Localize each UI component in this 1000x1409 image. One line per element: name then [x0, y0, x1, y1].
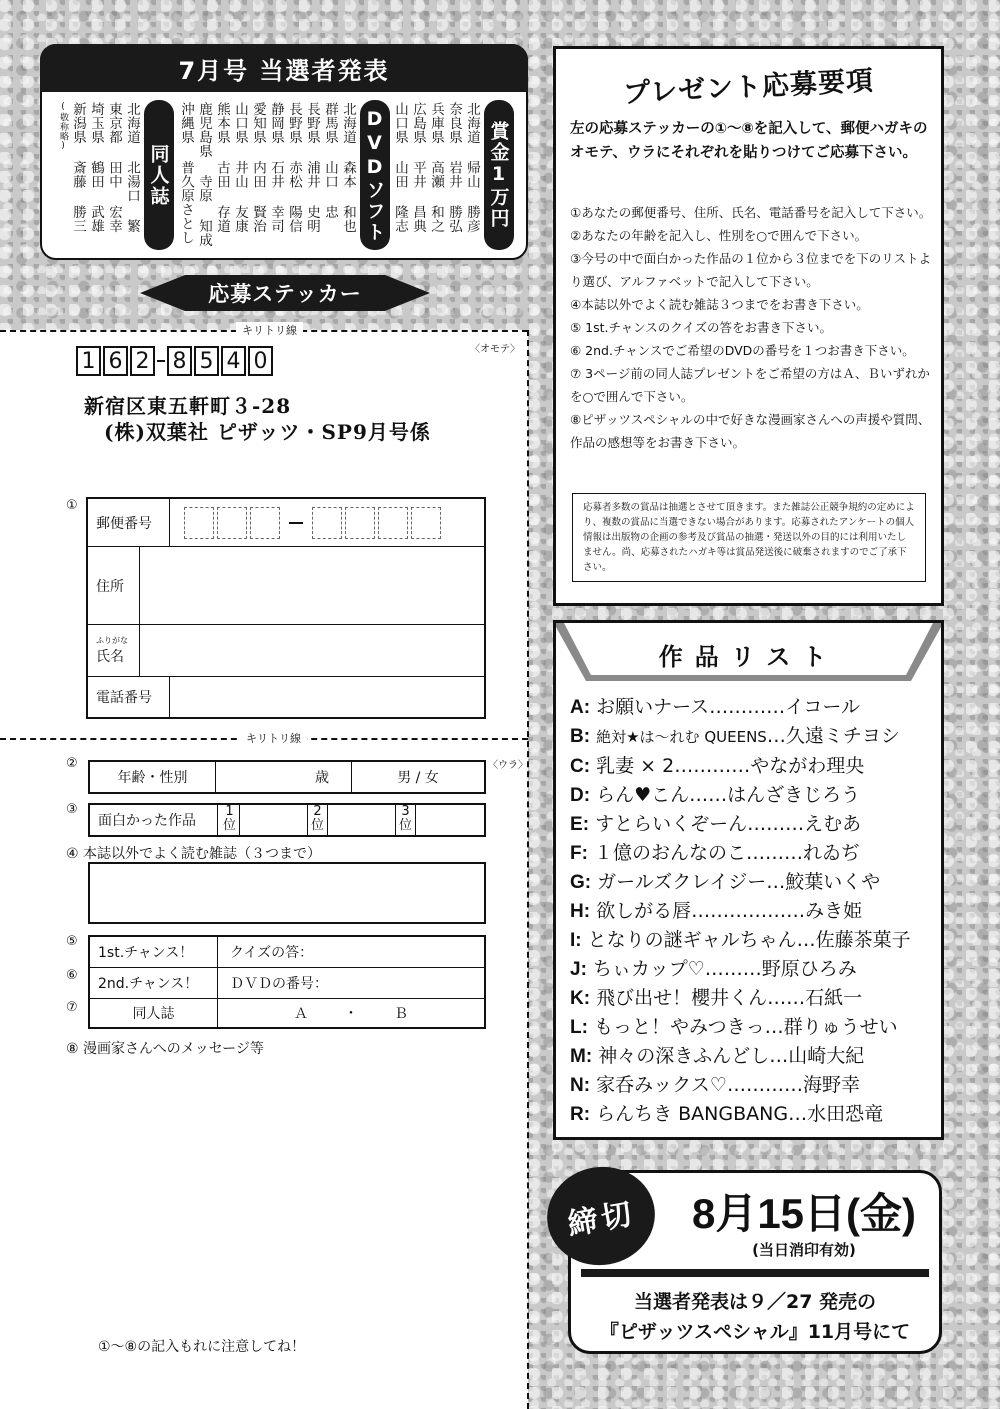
prize-cash-label: 賞金1万円 [487, 121, 510, 229]
work-author: 群りゅうせい [783, 1016, 898, 1038]
rules-list [570, 201, 936, 454]
winner-entry: 新潟県 斎藤 勝三 [70, 102, 86, 233]
work-leader: … [769, 1045, 789, 1067]
work-title: 欲しがる唇 [596, 900, 692, 922]
postal-entry-box[interactable] [345, 507, 375, 539]
chance2-row [90, 968, 484, 999]
favorites-label: 面白かった作品 [90, 805, 218, 835]
cut-line-label-top: キリトリ線 [236, 322, 303, 338]
work-title: 乳妻 × 2 [596, 755, 675, 777]
other-mags-text: 本誌以外でよく読む雑誌（３つまで） [83, 846, 322, 862]
work-title: １億のおんなのこ [593, 842, 746, 864]
rank2-tag [308, 805, 328, 835]
chance-table [88, 935, 486, 1029]
postal-digit: 8 [172, 348, 187, 374]
work-title: すとらいくぞーん [595, 813, 748, 835]
field-num-1: ① [66, 498, 78, 513]
deadline-badge [539, 1158, 662, 1273]
work-title: 神々の深きふんどし [598, 1045, 770, 1067]
postal-digit: 1 [81, 348, 96, 374]
field-num-3: ③ [66, 802, 78, 817]
announce-line1: 当選者発表は９／27 発売の [633, 1291, 877, 1313]
work-item: G: ガールズクレイジー…鮫葉いくや [570, 871, 881, 893]
work-title: らんちき BANGBANG [596, 1103, 789, 1125]
row-postal [88, 499, 484, 547]
winner-entry: 愛知県 内田 賢治 [250, 102, 266, 233]
dvd-label: ＤＶＤの番号： [230, 976, 328, 992]
age-sex-row [88, 760, 486, 794]
rule-item: ①あなたの郵便番号、住所、氏名、電話番号を記入して下さい。 [570, 205, 932, 220]
work-leader: …… [689, 784, 728, 806]
rule-item: ⑤ 1st.チャンスのクイズの答をお書き下さい。 [570, 320, 833, 335]
cut-line-right [527, 330, 529, 1409]
name-label-cell [88, 625, 140, 676]
winner-entry: 山口県 井山 友康 [232, 102, 248, 233]
work-letter: M [570, 1046, 586, 1067]
work-title: ガールズクレイジー [597, 871, 767, 893]
postal-dash [289, 522, 303, 524]
chance1-row [90, 937, 484, 968]
rule-item: ⑦ 3ページ前の同人誌プレゼントをご希望の方はＡ、Ｂいずれかを○で囲んで下さい。 [570, 366, 930, 404]
winner-entry: 熊本県 古田 存道 [214, 102, 230, 233]
row-address [88, 547, 484, 625]
winner-entry: 長野県 浦井 史明 [304, 102, 320, 233]
front-label: 〈オモテ〉 [470, 344, 520, 355]
quiz-answer-field[interactable] [218, 937, 484, 967]
postal-digit-box [130, 346, 155, 376]
winner-entry: 群馬県 山口 忠 [322, 102, 338, 219]
work-letter: E [570, 814, 583, 835]
work-author: やながわ理央 [750, 755, 865, 777]
work-item: F: １億のおんなのこ………れゐぢ [570, 842, 861, 864]
age-sex-label: 年齢・性別 [90, 762, 216, 792]
work-item: D: らん♥こん……はんざきじろう [570, 784, 861, 806]
postal-digit: 4 [226, 348, 241, 374]
work-author: えむあ [804, 813, 862, 835]
work-leader: ………… [726, 1074, 803, 1096]
work-leader: ……… [747, 813, 805, 835]
work-leader: … [788, 1103, 808, 1125]
winners-title: 7月号 当選者発表 [178, 56, 390, 85]
row-phone [88, 677, 484, 717]
rank1-tag [220, 805, 240, 835]
winner-entry: 静岡県 石井 幸司 [268, 102, 284, 233]
work-title: 絶対★は〜れむ QUEENS [596, 728, 767, 746]
postal-entry-box[interactable] [378, 507, 408, 539]
name-field[interactable] [140, 625, 484, 676]
work-leader: … [766, 871, 786, 893]
winner-entry: 奈良県 岩井 勝弘 [446, 102, 462, 233]
winner-entry: 山口県 山田 隆志 [392, 102, 408, 233]
work-letter: K [570, 988, 584, 1009]
doujin-row [90, 999, 484, 1027]
work-author: 石紙一 [805, 987, 863, 1009]
work-title: ちぃカップ♡ [592, 958, 705, 980]
work-author: 山崎大紀 [788, 1045, 865, 1067]
message-text: 漫画家さんへのメッセージ等 [83, 1041, 264, 1057]
work-item: A: お願いナース…………イコール [570, 696, 861, 718]
work-author: みき姫 [805, 900, 863, 922]
work-leader: ………… [674, 755, 751, 777]
work-letter: R [570, 1104, 584, 1125]
work-letter: D [570, 785, 584, 806]
winners-panel [40, 44, 528, 260]
field-num-6: ⑥ [66, 968, 78, 983]
fill-reminder: ①〜⑧の記入もれに注意してね！ [98, 1339, 306, 1355]
work-leader: … [766, 725, 786, 747]
work-title: 飛び出せ！櫻井くん [596, 987, 768, 1009]
rank2-field[interactable] [328, 805, 396, 835]
postal-entry-box[interactable] [217, 507, 247, 539]
mail-address-line2: (株)双葉社 ピザッツ・SP9月号係 [104, 420, 431, 444]
message-label [66, 1038, 264, 1058]
phone-label: 電話番号 [88, 677, 170, 717]
prize-dvd-list [176, 102, 356, 252]
work-letter: I [570, 930, 576, 951]
work-author: 鮫葉いくや [785, 871, 881, 893]
work-letter: C [570, 756, 584, 777]
rank2-label: 2位 [310, 804, 324, 833]
postal-entry-box[interactable] [250, 507, 280, 539]
rank3-tag [396, 805, 416, 835]
prize-dvd-label: DVDソフト [363, 107, 386, 243]
works-list [570, 693, 930, 1129]
work-title: 家呑みックス♡ [596, 1074, 727, 1096]
winner-entry: 沖縄県 普久原さとし [178, 102, 194, 245]
postal-digit-box [76, 346, 101, 376]
field-num-7: ⑦ [66, 1000, 78, 1015]
postal-digit-box [248, 346, 273, 376]
work-author: はんざきじろう [727, 784, 861, 806]
work-letter: J [570, 959, 581, 980]
works-title: 作品リスト [658, 643, 839, 671]
work-item: L: もっと！やみつきっ…群りゅうせい [570, 1016, 898, 1038]
deadline-label: 締切 [565, 1196, 639, 1243]
work-item: H: 欲しがる唇………………みき姫 [570, 900, 863, 922]
sticker-banner [140, 272, 430, 314]
work-author: れゐぢ [803, 842, 861, 864]
work-author: 久遠ミチヨシ [785, 725, 900, 747]
message-field[interactable] [88, 1060, 486, 1320]
work-letter: L [570, 1017, 582, 1038]
postal-digit: 5 [199, 348, 214, 374]
postal-digit-box [167, 346, 192, 376]
works-title-banner [556, 623, 941, 685]
furigana-label: ふりがな [96, 636, 128, 645]
choice-b[interactable]: Ｂ [394, 1006, 408, 1022]
dvd-number-field[interactable] [218, 968, 484, 998]
work-item: C: 乳妻 × 2…………やながわ理央 [570, 755, 865, 777]
work-author: 野原ひろみ [761, 958, 857, 980]
deadline-postmark: (当日消印有効) [752, 1241, 856, 1259]
work-item: N: 家呑みックス♡…………海野幸 [570, 1074, 860, 1096]
postal-separator [157, 360, 165, 362]
favorites-row [88, 803, 486, 837]
prize-cash-badge [484, 100, 514, 250]
work-title: となりの謎ギャルちゃん [587, 929, 797, 951]
field-num-2: ② [66, 756, 78, 771]
work-leader: ……… [704, 958, 762, 980]
work-title: お願いナース [596, 696, 710, 718]
winner-entry: 北海道 森本 和也 [340, 102, 356, 233]
rule-item: ②あなたの年齢を記入し、性別を○で囲んで下さい。 [570, 228, 868, 243]
announce-line2: 『ピザッツスペシャル』11月号にて [599, 1321, 911, 1343]
sex-options: 男 / 女 [397, 770, 439, 786]
age-field[interactable] [216, 762, 352, 792]
rule-item: ⑥ 2nd.チャンスでご希望のDVDの番号を１つお書き下さい。 [570, 343, 915, 358]
deadline-divider [581, 1269, 929, 1277]
rule-item: ③今号の中で面白かった作品の１位から３位までを下のリストより選び、アルファベットで記入して下さい。 [570, 251, 931, 289]
winner-entry: 埼玉県 鶴田 武雄 [88, 102, 104, 233]
rules-disclaimer: 応募者多数の賞品は抽選とさせて頂きます。また雑誌公正競争規約の定めにより、複数の賞品に当選できない場合があります。応募されたアンケートの個人情報は出版物の企画の参考及び賞品の抽選・発送以外の目的には利用いたしません。尚、応募されたハガキ等は賞品発送後に破棄されますのでご了承下さい。 [572, 493, 926, 582]
field-num-4: ④ [66, 846, 79, 862]
winner-entry: 北海道 北湯口 繁 [124, 102, 140, 233]
prize-dvd-badge [360, 100, 390, 250]
work-leader: … [764, 1016, 784, 1038]
prize-doujin-list [56, 102, 140, 252]
winner-entry: 北海道 帰山 勝彦 [464, 102, 480, 233]
honorific-note: (敬称略) [58, 102, 68, 152]
winner-entry: 鹿児島県 寺原 知成 [196, 102, 212, 247]
prize-cash-list [392, 102, 480, 252]
cut-line-label-middle: キリトリ線 [240, 730, 307, 746]
age-unit: 歳 [315, 770, 329, 786]
doujin-label: 同人誌 [90, 999, 218, 1027]
rank3-field[interactable] [416, 805, 484, 835]
postal-input[interactable] [184, 507, 441, 539]
rules-title: プレゼント応募要項 [622, 65, 875, 110]
work-item: J: ちぃカップ♡………野原ひろみ [570, 958, 857, 980]
doujin-choice[interactable] [218, 999, 484, 1027]
address-label: 住所 [88, 547, 140, 624]
work-leader: … [796, 929, 816, 951]
prize-doujin-label: 同人誌 [147, 143, 170, 207]
deadline-panel [565, 1170, 942, 1354]
postal-entry-box[interactable] [184, 507, 214, 539]
postal-code-boxes [76, 346, 273, 376]
work-title: もっと！やみつきっ [593, 1016, 765, 1038]
rule-item: ⑧ピザッツスペシャルの中で好きな漫画家さんへの声援や質問、作品の感想等をお書き下さい。 [570, 412, 931, 450]
name-label: 氏名 [96, 649, 124, 665]
postal-digit: 0 [253, 348, 268, 374]
postal-digit-box [221, 346, 246, 376]
work-author: 海野幸 [802, 1074, 860, 1096]
work-letter: H [570, 901, 584, 922]
works-panel [553, 620, 944, 1140]
postal-entry-box[interactable] [312, 507, 342, 539]
work-author: 佐藤茶菓子 [815, 929, 911, 951]
work-leader: …… [767, 987, 806, 1009]
work-leader: ……………… [691, 900, 806, 922]
winner-entry: 兵庫県 高瀬 和之 [428, 102, 444, 233]
address-field[interactable] [140, 547, 484, 624]
work-leader: ………… [709, 696, 786, 718]
work-letter: N [570, 1075, 584, 1096]
work-letter: A [570, 697, 584, 718]
rules-intro: 左の応募ステッカーの①〜⑧を記入して、郵便ハガキのオモテ、ウラにそれぞれを貼りつけてご応募下さい。 [570, 121, 928, 161]
winner-entry: 広島県 平井 昌典 [410, 102, 426, 233]
phone-field[interactable] [170, 677, 484, 717]
choice-a[interactable]: Ａ [294, 1006, 308, 1022]
work-title: らん♥こん [596, 784, 690, 806]
winners-title-bar [40, 44, 528, 92]
work-item: B: 絶対★は〜れむ QUEENS…久遠ミチヨシ [570, 725, 900, 747]
work-item: K: 飛び出せ！櫻井くん……石紙一 [570, 987, 863, 1009]
rank1-label: 1位 [222, 804, 236, 833]
front-form [86, 497, 486, 719]
chance2-label: 2nd.チャンス！ [90, 968, 218, 998]
quiz-label: クイズの答： [230, 945, 314, 961]
field-num-5: ⑤ [66, 934, 78, 949]
other-mags-field[interactable] [88, 862, 486, 924]
deadline-date: 8月15日(金) [691, 1190, 917, 1237]
rank1-field[interactable] [240, 805, 308, 835]
postal-digit: 6 [108, 348, 123, 374]
work-item: M: 神々の深きふんどし…山崎大紀 [570, 1045, 865, 1067]
work-author: イコール [785, 696, 861, 718]
rule-item: ④本誌以外でよく読む雑誌３つまでをお書き下さい。 [570, 297, 869, 312]
work-letter: G [570, 872, 585, 893]
mail-address-line1: 新宿区東五軒町３-28 [84, 394, 292, 418]
work-author: 水田恐竜 [807, 1103, 884, 1125]
work-item: R: らんちき BANGBANG…水田恐竜 [570, 1103, 884, 1125]
other-mags-label [66, 843, 321, 863]
sticker-title: 応募ステッカー [208, 282, 362, 306]
choice-separator: ・ [344, 1006, 358, 1022]
work-item: E: すとらいくぞーん………えむあ [570, 813, 862, 835]
field-num-8: ⑧ [66, 1041, 79, 1057]
rules-panel [553, 46, 944, 606]
postal-digit-box [103, 346, 128, 376]
postal-digit: 2 [135, 348, 150, 374]
back-label: 〈ウラ〉 [488, 760, 528, 771]
postal-label: 郵便番号 [88, 499, 170, 546]
rank3-label: 3位 [398, 804, 412, 833]
work-letter: F [570, 843, 582, 864]
work-letter: B [570, 726, 584, 747]
winner-entry: 東京都 田中 宏幸 [106, 102, 122, 233]
chance1-label: 1st.チャンス！ [90, 937, 218, 967]
postal-digit-box [194, 346, 219, 376]
work-leader: ……… [746, 842, 803, 864]
work-item: I: となりの謎ギャルちゃん…佐藤茶菓子 [570, 929, 911, 951]
postal-entry-box[interactable] [411, 507, 441, 539]
sex-choice[interactable] [352, 762, 484, 792]
row-name [88, 625, 484, 677]
winner-entry: 長野県 赤松 陽信 [286, 102, 302, 233]
prize-doujin-badge [144, 100, 174, 250]
